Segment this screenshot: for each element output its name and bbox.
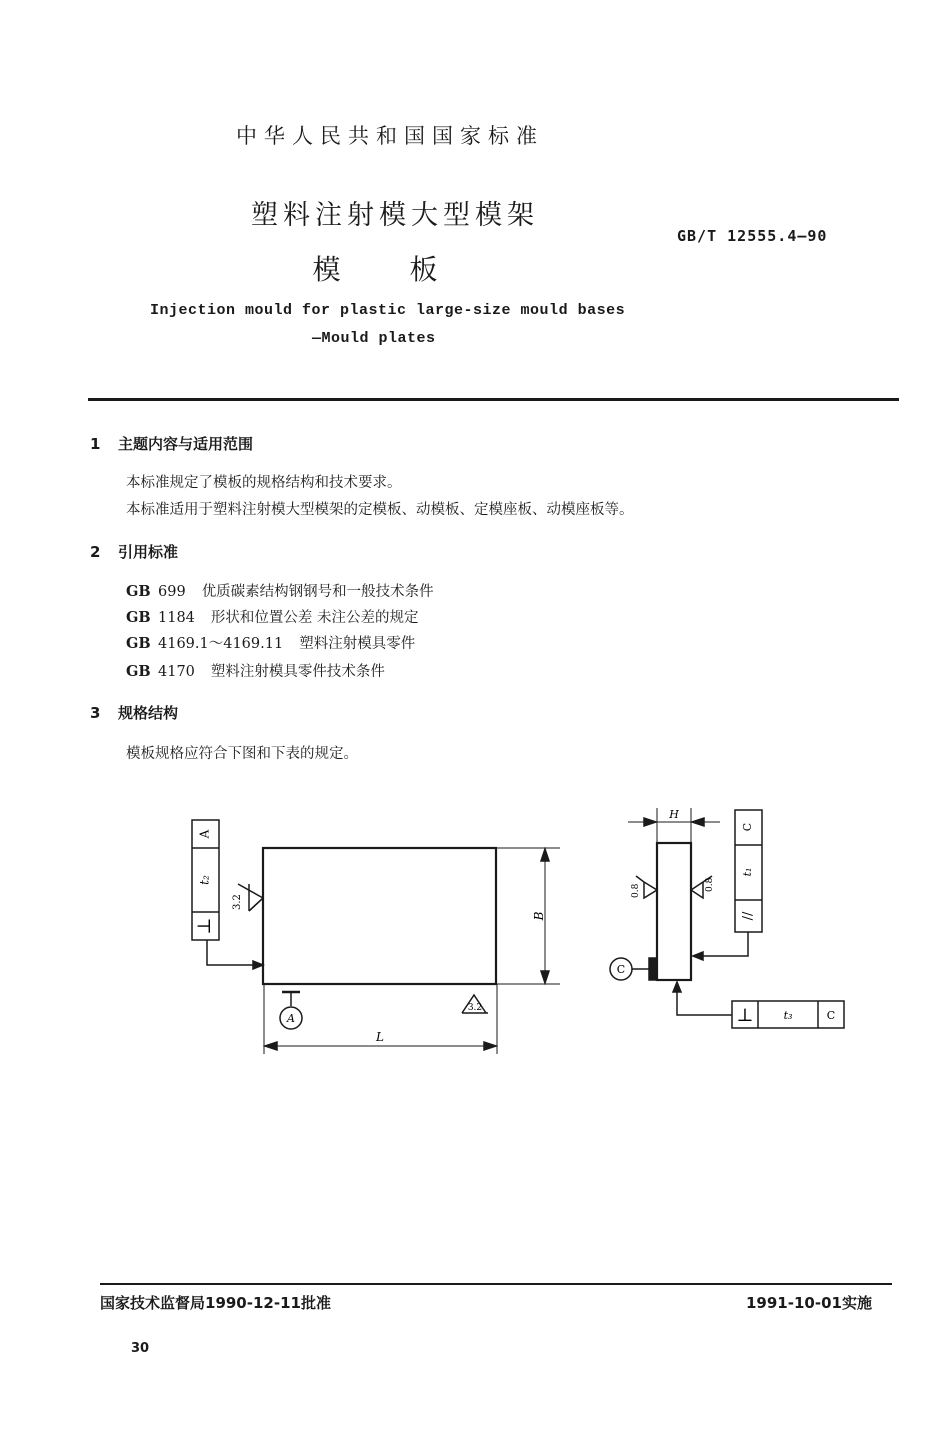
footer-divider [100, 1283, 892, 1285]
approval-line: 国家技术监督局1990-12-11批准 [100, 1294, 331, 1312]
side-perpendicularity-tolerance: t₃ [783, 1009, 793, 1022]
reference-code: GB [126, 609, 151, 626]
section-2-number: 2 [90, 543, 101, 561]
reference-number: 4170 [158, 664, 195, 680]
standard-number: GB/T 12555.4—90 [677, 227, 828, 245]
effective-date: 1991-10-01实施 [746, 1294, 872, 1312]
english-title-line1: Injection mould for plastic large-size mould bases [150, 302, 626, 319]
section-1-number: 1 [90, 435, 101, 453]
front-fcf-perpendicular-symbol: ⊥ [194, 917, 215, 935]
front-fcf-datum: A [197, 829, 212, 839]
document-title: 塑料注射模大型模架 [251, 200, 539, 231]
side-parallelism-tolerance: t₁ [741, 867, 754, 877]
datum-c-label: C [616, 963, 626, 976]
reference-description: 优质碳素结构钢钢号和一般技术条件 [201, 584, 434, 600]
side-roughness-left: 0.8 [631, 883, 641, 898]
side-roughness-right: 0.8 [705, 877, 715, 892]
reference-description: 塑料注射模具零件 [299, 636, 416, 652]
section-3-paragraph-1: 模板规格应符合下图和下表的规定。 [126, 746, 358, 762]
reference-code: GB [126, 663, 151, 680]
reference-code: GB [126, 583, 151, 600]
datum-a-label: A [287, 1012, 295, 1025]
reference-description: 塑料注射模具零件技术条件 [210, 664, 385, 680]
reference-number: 1184 [158, 610, 195, 626]
reference-code: GB [126, 635, 151, 652]
reference-description: 形状和位置公差 未注公差的规定 [210, 610, 419, 626]
section-1-paragraph-2: 本标准适用于塑料注射模大型模架的定模板、动模板、定模座板、动模座板等。 [126, 502, 634, 518]
dimension-b-label: B [532, 911, 546, 921]
section-3-number: 3 [90, 704, 101, 722]
front-roughness-bottom: 3.2 [467, 1003, 483, 1013]
dimension-h-label: H [669, 808, 679, 821]
side-parallelism-symbol: // [740, 911, 756, 921]
section-1-paragraph-1: 本标准规定了模板的规格结构和技术要求。 [126, 475, 402, 491]
reference-number: 699 [158, 584, 186, 600]
front-view-plate [263, 848, 496, 984]
section-3-title: 规格结构 [118, 704, 179, 722]
page-number: 30 [131, 1341, 150, 1356]
side-perpendicularity-datum: C [826, 1009, 836, 1022]
side-perpendicularity-symbol: ⊥ [736, 1005, 754, 1026]
section-1-title: 主题内容与适用范围 [118, 435, 254, 453]
reference-number: 4169.1～4169.11 [158, 636, 284, 652]
document-subtitle: 模 板 [312, 253, 468, 286]
front-fcf-tolerance: t₂ [197, 875, 212, 885]
english-title-line2: —Mould plates [312, 330, 436, 347]
side-parallelism-datum: C [741, 822, 754, 832]
front-roughness-left: 3.2 [232, 894, 243, 910]
dimension-l-label: L [376, 1030, 384, 1044]
section-2-title: 引用标准 [118, 543, 179, 561]
issuing-body-header: 中华人民共和国国家标准 [236, 124, 544, 148]
side-view-plate [657, 843, 691, 980]
